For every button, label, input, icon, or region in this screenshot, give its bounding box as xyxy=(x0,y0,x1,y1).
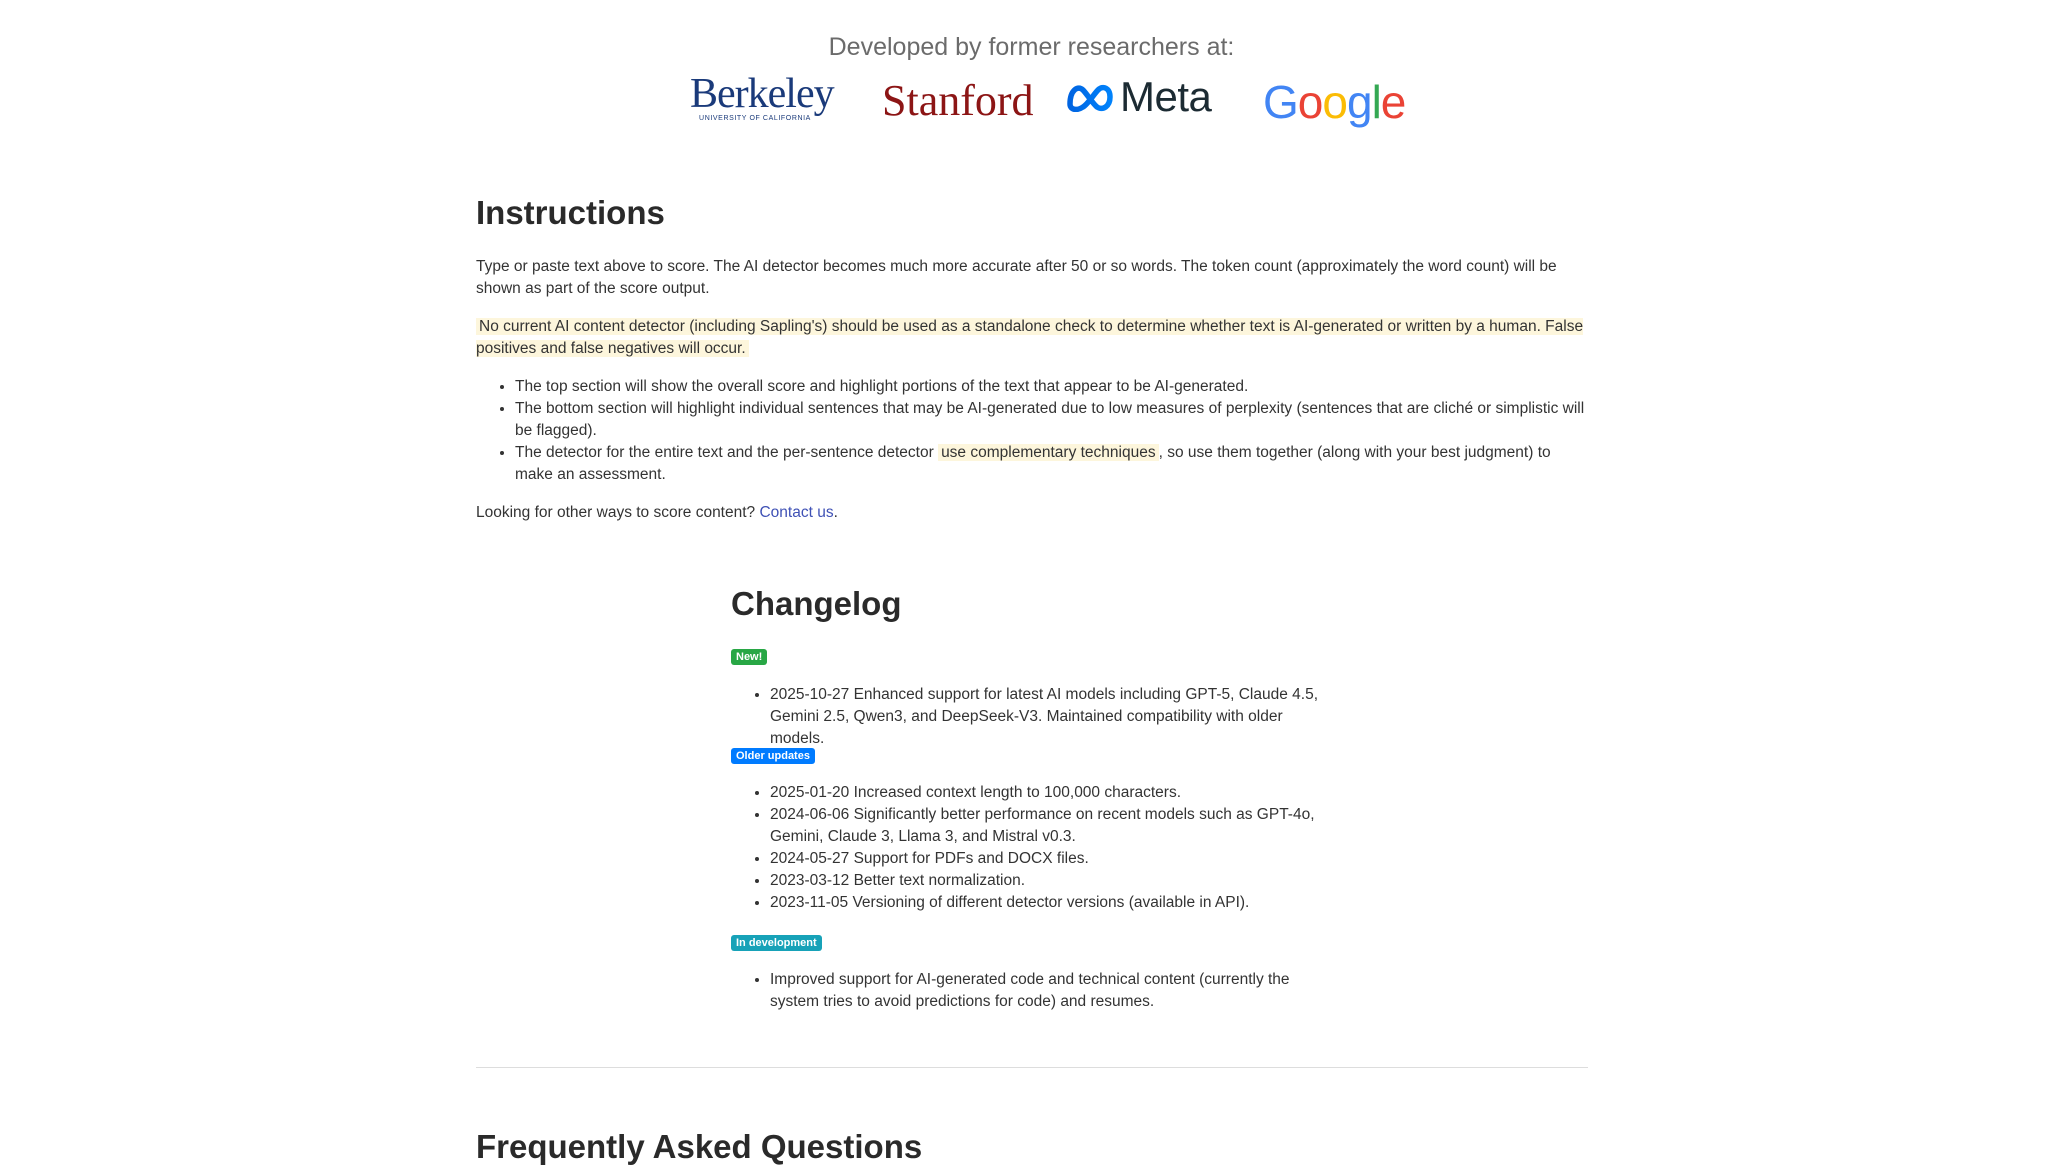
period: . xyxy=(833,504,838,521)
complementary-highlight: use complementary techniques xyxy=(938,444,1159,461)
meta-infinity-icon xyxy=(1066,82,1114,112)
list-item: • Improved support for AI-generated code and technical content (currently the system tries to avoid predictions for code) and resumes. xyxy=(770,969,1330,1013)
berkeley-logo-word: Berkeley xyxy=(690,71,834,117)
changelog-title: Changelog xyxy=(731,585,902,622)
bullet-text: , so use them together (along with your best judgment) to make an assessment. xyxy=(515,444,1551,483)
bullet-text: The detector for the entire text and the per-sentence detector xyxy=(515,444,939,461)
list-item: • 2025-01-20 Increased context length to 100,000 characters. xyxy=(770,782,1330,804)
meta-logo xyxy=(1066,72,1211,122)
partner-logos xyxy=(0,70,2063,130)
google-letter: l xyxy=(1371,76,1381,128)
stanford-logo: Stanford xyxy=(882,76,1034,125)
contact-us-link[interactable]: Contact us xyxy=(759,504,834,521)
dev-items-list xyxy=(731,969,1330,1013)
list-item: • 2024-06-06 Significantly better performance on recent models such as GPT-4o, Gemini, Claude 3, Llama 3, and Mistral v0.3. xyxy=(770,804,1330,848)
google-letter: g xyxy=(1346,76,1372,128)
other-ways-label: Looking for other ways to score content? xyxy=(476,504,760,521)
meta-logo-word: Meta xyxy=(1120,73,1212,120)
section-divider xyxy=(476,1067,1588,1068)
google-letter: o xyxy=(1297,76,1323,128)
google-letter: e xyxy=(1380,76,1406,128)
list-item: • 2023-03-12 Better text normalization. xyxy=(770,870,1330,892)
instructions-list xyxy=(476,376,1588,486)
older-updates-badge: Older updates xyxy=(731,748,815,764)
faq-title: Frequently Asked Questions xyxy=(476,1128,923,1165)
berkeley-logo xyxy=(690,71,834,122)
other-ways-text xyxy=(476,502,1588,524)
instructions-warning xyxy=(476,316,1588,360)
list-item: • 2023-11-05 Versioning of different detector versions (available in API). xyxy=(770,892,1330,914)
google-letter: o xyxy=(1322,76,1347,128)
list-item: • 2025-10-27 Enhanced support for latest AI models including GPT-5, Claude 4.5, Gemini 2.5, Qwen3, and DeepSeek-V3. Maintained compatibility with older models. xyxy=(770,684,1330,750)
instructions-title: Instructions xyxy=(476,194,665,231)
instructions-intro: Type or paste text above to score. The AI detector becomes much more accurate after 50 or so words. The token count (approximately the word count) will be shown as part of the score output. xyxy=(476,258,1557,297)
list-item: • 2024-05-27 Support for PDFs and DOCX files. xyxy=(770,848,1330,870)
new-badge: New! xyxy=(731,649,767,665)
warning-highlight: No current AI content detector (including Sapling's) should be used as a standalone check to determine whether text is AI-generated or written by a human. False positives and false negatives will occur. xyxy=(476,318,1584,357)
in-development-badge: In development xyxy=(731,935,822,951)
developed-by-text: Developed by former researchers at: xyxy=(828,33,1235,61)
list-item: • The top section will show the overall score and highlight portions of the text that appear to be AI-generated. xyxy=(515,376,1588,398)
google-letter: G xyxy=(1263,76,1298,128)
berkeley-logo-subtitle: UNIVERSITY OF CALIFORNIA xyxy=(699,115,811,122)
new-items-list xyxy=(731,684,1330,750)
faq-section xyxy=(476,1128,1588,1166)
list-item: • The bottom section will highlight individual sentences that may be AI-generated due to low measures of perplexity (sentences that are cliché or simplistic will be flagged). xyxy=(515,398,1588,442)
older-items-list xyxy=(731,782,1330,914)
google-logo xyxy=(1263,75,1405,129)
list-item xyxy=(515,442,1588,486)
